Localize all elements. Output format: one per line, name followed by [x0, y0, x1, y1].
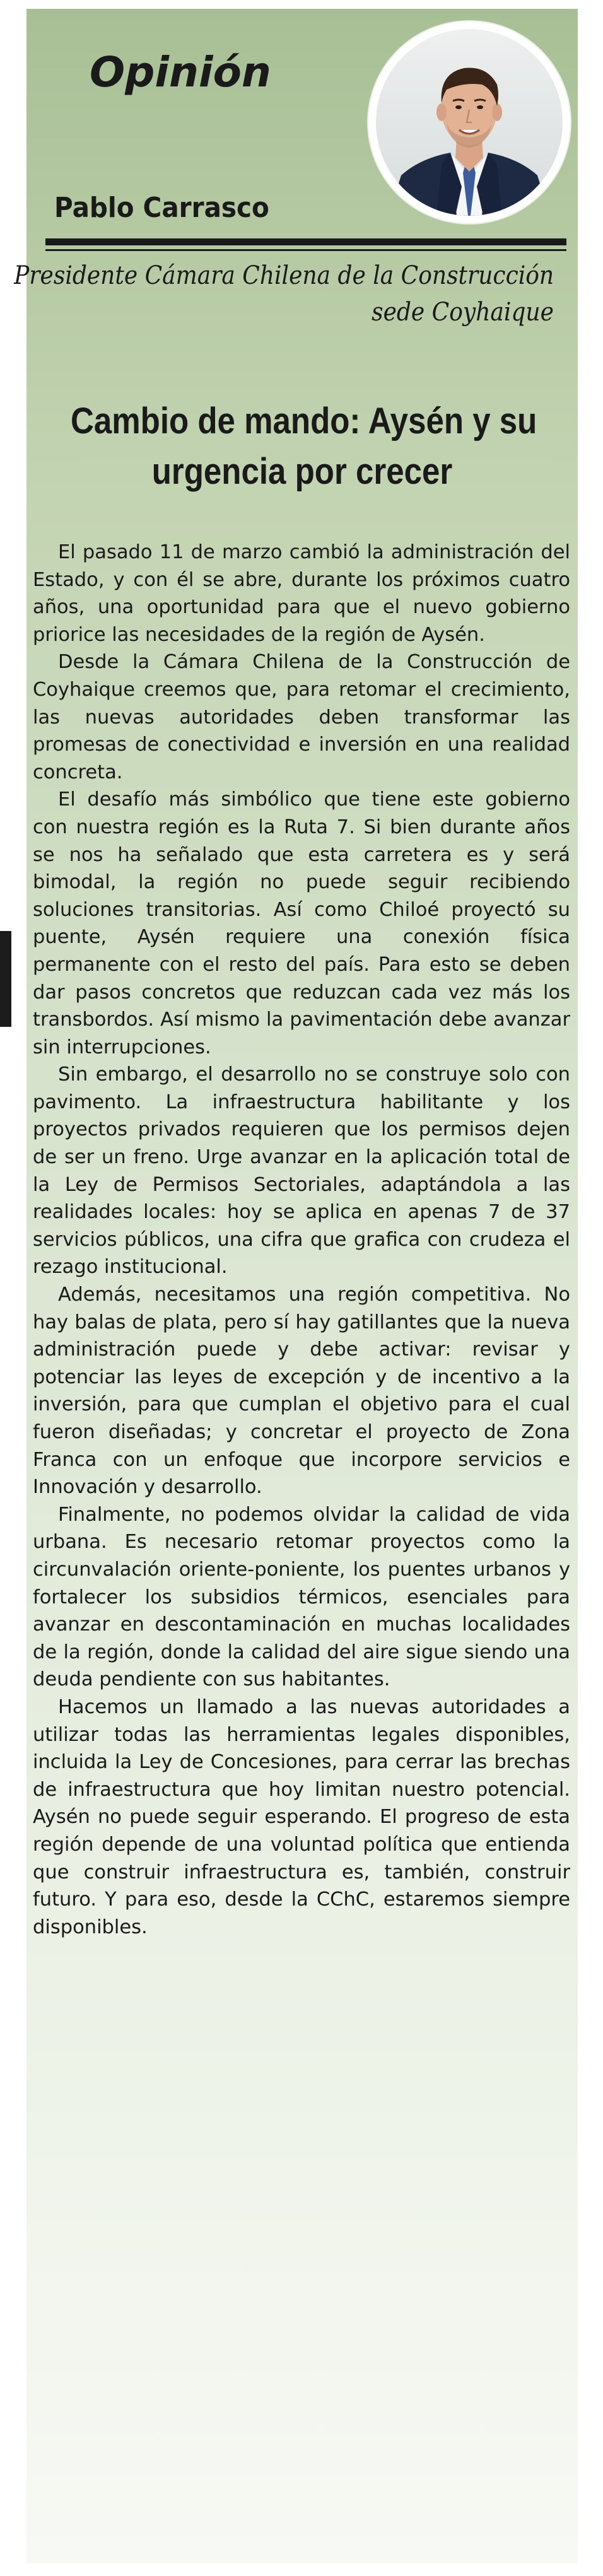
article-title-line-2: urgencia por crecer: [151, 451, 453, 492]
paragraph: El pasado 11 de marzo cambió la administración del Estado, y con él se abre, durante los próximos cuatro años, una oportunidad para que el nuevo gobierno priorice las necesidades de la región de Aysén.: [33, 541, 570, 646]
author-position-line-2: sede Coyhaique: [372, 298, 554, 327]
paragraph: Finalmente, no podemos olvidar la calidad de vida urbana. Es necesario retomar proyectos como la circunvalación oriente-poniente, los puentes urbanos y fortalecer los subsidios térmicos, esenciales para avanzar en descontaminación en muchas localidades de la región, donde la calidad del aire sigue siendo una deuda pendiente con sus habitantes.: [33, 1503, 570, 1691]
author-portrait-icon: [376, 29, 563, 216]
author-name: Pablo Carrasco: [54, 192, 269, 224]
paragraph: El desafío más simbólico que tiene este gobierno con nuestra región es la Ruta 7. Si bien durante años se nos ha señalado que esta carretera es y será bimodal, la región no puede seguir recibiendo soluciones transitorias. Así como Chiloé proyectó su puente, Aysén requiere una conexión física permanente con el resto del país. Para esto se deben dar pasos concretos que reduzcan cada vez más los transbordos. Así mismo la pavimentación debe avanzar sin interrupciones.: [33, 788, 570, 1058]
author-photo-frame: [368, 21, 570, 223]
article-body: [33, 539, 570, 1941]
header-rule-thin: [45, 249, 566, 251]
paragraph: Hacemos un llamado a las nuevas autoridades a utilizar todas las herramientas legales disponibles, incluida la Ley de Concesiones, para cerrar las brechas de infraestructura que hoy limitan nuestro potencial. Aysén no puede seguir esperando. El progreso de esta región depende de una voluntad política que entienda que construir infraestructura es, también, construir futuro. Y para eso, desde la CChC, estaremos siempre disponibles.: [33, 1695, 570, 1938]
header-rule-thick: [45, 238, 566, 245]
page-edge-mark: [0, 931, 11, 1027]
section-label: Opinión: [90, 48, 271, 97]
paragraph: Desde la Cámara Chilena de la Construcción de Coyhaique creemos que, para retomar el crecimiento, las nuevas autoridades deben transformar las promesas de conectividad e inversión en una realidad concreta.: [33, 651, 570, 783]
paragraph: Sin embargo, el desarrollo no se construye solo con pavimento. La infraestructura habilitante y los proyectos privados requieren que los permisos dejen de ser un freno. Urge avanzar en la aplicación total de la Ley de Permisos Sectoriales, adaptándola a las realidades locales: hoy se aplica en apenas 7 de 37 servicios públicos, una cifra que grafica con crudeza el rezago institucional.: [33, 1063, 570, 1279]
opinion-column: [13, 9, 578, 2563]
article-title-line-1: Cambio de mando: Aysén y su: [71, 401, 537, 442]
paragraph: Además, necesitamos una región competitiva. No hay balas de plata, pero sí hay gatillantes que la nueva administración puede y debe activar: revisar y potenciar las leyes de excepción y de incentivo a la inversión, para que cumplan el objetivo para el cual fueron diseñadas; y concretar el proyecto de Zona Franca con un enfoque que incorpore servicios e Innovación y desarrollo.: [33, 1284, 570, 1499]
author-position-line-1: Presidente Cámara Chilena de la Construcción: [13, 261, 554, 290]
